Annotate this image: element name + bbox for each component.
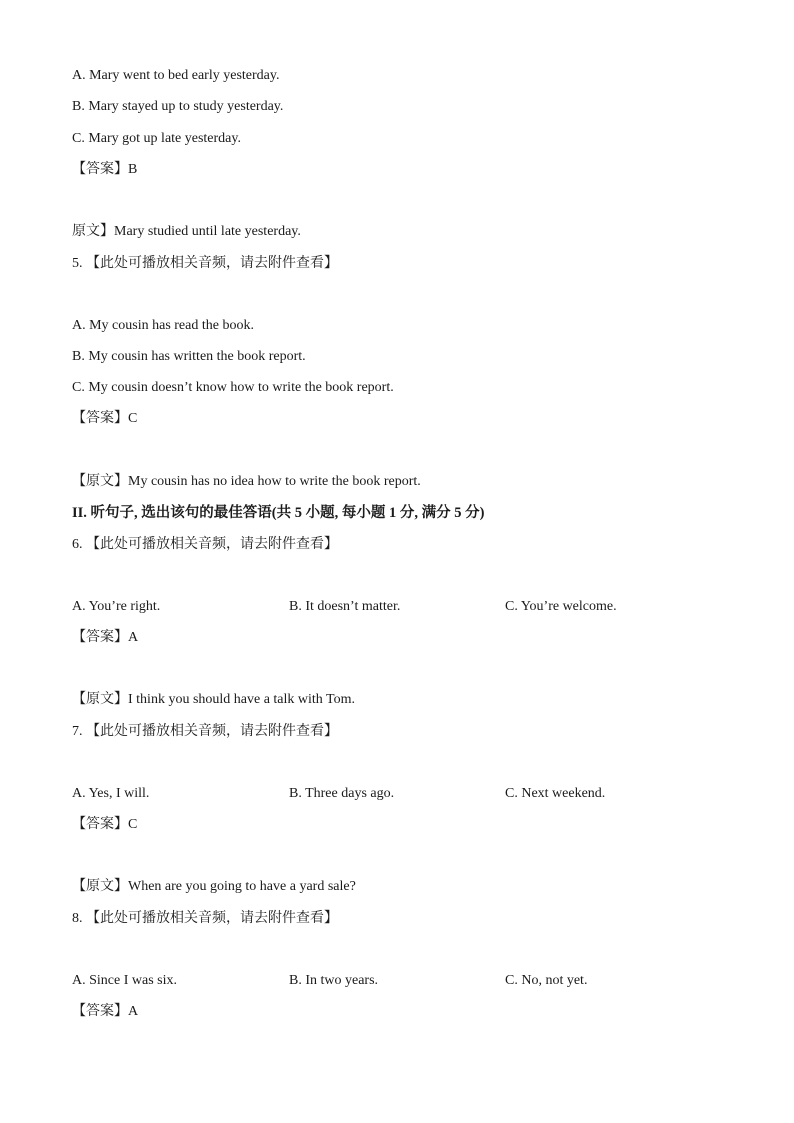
q6-option-a: A. You’re right. [72, 599, 161, 614]
q4-option-b: B. Mary stayed up to study yesterday. [72, 99, 284, 114]
q4-transcript: 原文】Mary studied until late yesterday. [72, 224, 301, 239]
q8-option-b: B. In two years. [289, 973, 379, 988]
q6-transcript: 【原文】I think you should have a talk with Tom. [72, 692, 356, 707]
q4-answer: 【答案】B [72, 162, 138, 177]
q5-transcript: 【原文】My cousin has no idea how to write the book report. [72, 474, 421, 489]
q7-prompt: 7. 【此处可播放相关音频，请去附件查看】 [72, 724, 338, 739]
q7-option-c: C. Next weekend. [505, 786, 606, 801]
q8-option-a: A. Since I was six. [72, 973, 177, 988]
q7-option-a: A. Yes, I will. [72, 786, 150, 801]
q4-option-c: C. Mary got up late yesterday. [72, 131, 241, 146]
q6-answer: 【答案】A [72, 630, 139, 645]
q5-option-b: B. My cousin has written the book report. [72, 349, 306, 364]
q8-answer: 【答案】A [72, 1004, 139, 1019]
q7-option-b: B. Three days ago. [289, 786, 395, 801]
section-heading: II. 听句子, 选出该句的最佳答语(共 5 小题, 每小题 1 分, 满分 5 分) [72, 505, 485, 521]
q8-option-c: C. No, not yet. [505, 973, 588, 988]
q7-transcript: 【原文】When are you going to have a yard sale? [72, 879, 356, 894]
q5-prompt: 5. 【此处可播放相关音频，请去附件查看】 [72, 256, 338, 271]
q5-option-c: C. My cousin doesn’t know how to write the book report. [72, 380, 394, 395]
q4-option-a: A. Mary went to bed early yesterday. [72, 68, 280, 83]
q6-option-c: C. You’re welcome. [505, 599, 617, 614]
q6-option-b: B. It doesn’t matter. [289, 599, 401, 614]
q8-prompt: 8. 【此处可播放相关音频，请去附件查看】 [72, 911, 338, 926]
q5-answer: 【答案】C [72, 411, 138, 426]
q7-answer: 【答案】C [72, 817, 138, 832]
q6-prompt: 6. 【此处可播放相关音频，请去附件查看】 [72, 537, 338, 552]
q5-option-a: A. My cousin has read the book. [72, 318, 254, 333]
